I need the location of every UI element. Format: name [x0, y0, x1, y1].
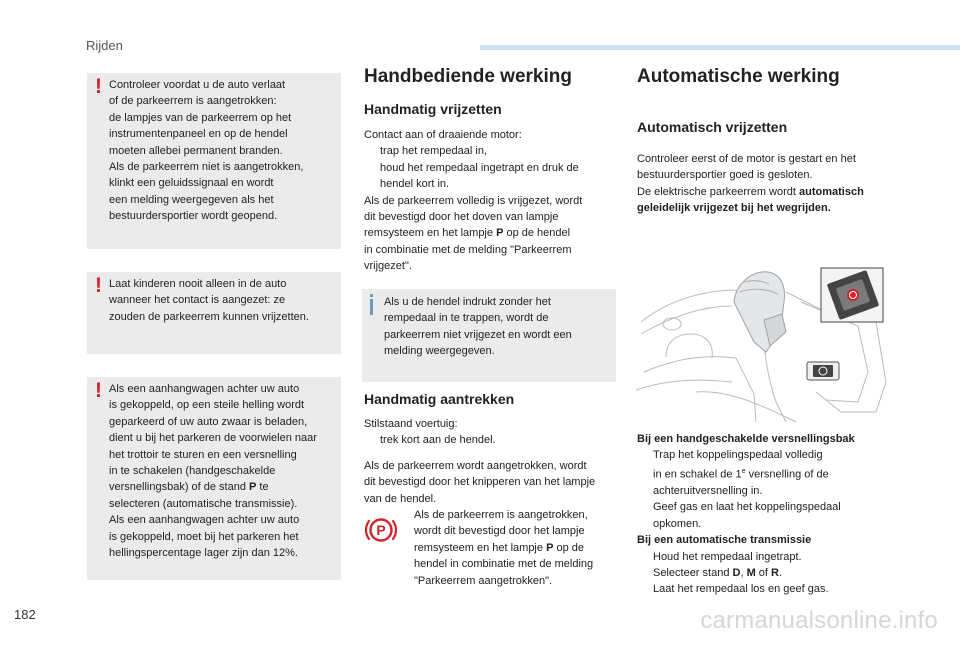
parking-brake-warning-icon [364, 513, 398, 547]
info-box [362, 289, 616, 382]
warning-text-3: Als een aanhangwagen achter uw auto is gekoppeld, op een steile helling wordt geparkeerd of uw auto zwaar is beladen, dient u bij het parkeren de voorwielen naar het trottoir te sturen en een versnelling in te schakelen (handgeschakelde versnellingsbak) of de stand P te selecteren (automatische transmissie). Als een aanhangwagen achter uw auto is gekoppeld, moet bij het parkeren het hellingspercentage lager zijn dan 12%. [109, 383, 317, 560]
manual-release-title: Handmatig vrijzetten [364, 101, 502, 117]
warning-icon: ! [95, 379, 102, 402]
warning-icon: ! [95, 274, 102, 297]
watermark: carmanualsonline.info [700, 607, 938, 634]
manual-release-text: Contact aan of draaiende motor: trap het rempedaal in, houd het rempedaal ingetrapt en druk de hendel kort in. Als de parkeerrem volledig is vrijgezet, wordt dit bevestigd door het doven van lampje remsysteem en het lampje P op de hendel in combinatie met de melding "Parkeerrem vrijgezet". [364, 129, 583, 273]
manual-apply-text: Stilstaand voertuig: trek kort aan de hendel. Als de parkeerrem wordt aangetrokken, wordt dit bevestigd door het knipperen van het lampje van de hendel. [364, 418, 596, 505]
warning-box-3 [87, 377, 341, 580]
info-text: Als u de hendel indrukt zonder het rempedaal in te trappen, wordt de parkeerrem niet vrijgezet en wordt een melding weergegeven. [384, 296, 572, 358]
info-icon-dot [370, 294, 373, 297]
warning-text-2: Laat kinderen nooit alleen in de auto wanneer het contact is aangezet: ze zouden de parkeerrem kunnen vrijzetten. [109, 278, 309, 323]
svg-text:P: P [376, 522, 386, 538]
automatic-operation-title: Automatische werking [637, 66, 840, 87]
header-accent-bar [480, 45, 960, 50]
manual-apply-confirmation: Als de parkeerrem is aangetrokken, wordt dit bevestigd door het lampje remsysteem en het lampje P op de hendel in combinatie met de melding "Parkeerrem aangetrokken". [414, 509, 594, 587]
info-icon [370, 299, 373, 315]
manual-operation-title: Handbediende werking [364, 66, 572, 87]
warning-text-1: Controleer voordat u de auto verlaat of de parkeerrem is aangetrokken: de lampjes van de parkeerrem op het instrumentenpaneel en op de hendel moeten allebei permanent branden. Als de parkeerrem niet is aangetrokken, klinkt een geluidssignaal en wordt een melding weergegeven als het bestuurdersportier wordt geopend. [109, 79, 304, 223]
automatic-release-title: Automatisch vrijzetten [637, 119, 788, 135]
section-title: Rijden [86, 38, 123, 53]
automatic-release-text: Controleer eerst of de motor is gestart en het bestuurdersportier goed is gesloten. De elektrische parkeerrem wordt automatisch geleidelijk vrijgezet bij het wegrijden. [637, 153, 864, 215]
parking-brake-lever-illustration [636, 262, 893, 428]
manual-apply-title: Handmatig aantrekken [364, 391, 515, 407]
automatic-conditions-text: Bij een handgeschakelde versnellingsbak Trap het koppelingspedaal volledig in en schakel de 1e versnelling of de achteruitversnelling in. Geef gas en laat het koppelingspedaal opkomen. Bij een automatische transmissie Houd het rempedaal ingetrapt. Selecteer stand D, M of R. Laat het rempedaal los en geef gas. [637, 433, 855, 596]
warning-box-1 [87, 73, 341, 249]
page-number: 182 [14, 607, 36, 622]
warning-icon: ! [95, 75, 102, 98]
warning-box-2 [87, 272, 341, 354]
